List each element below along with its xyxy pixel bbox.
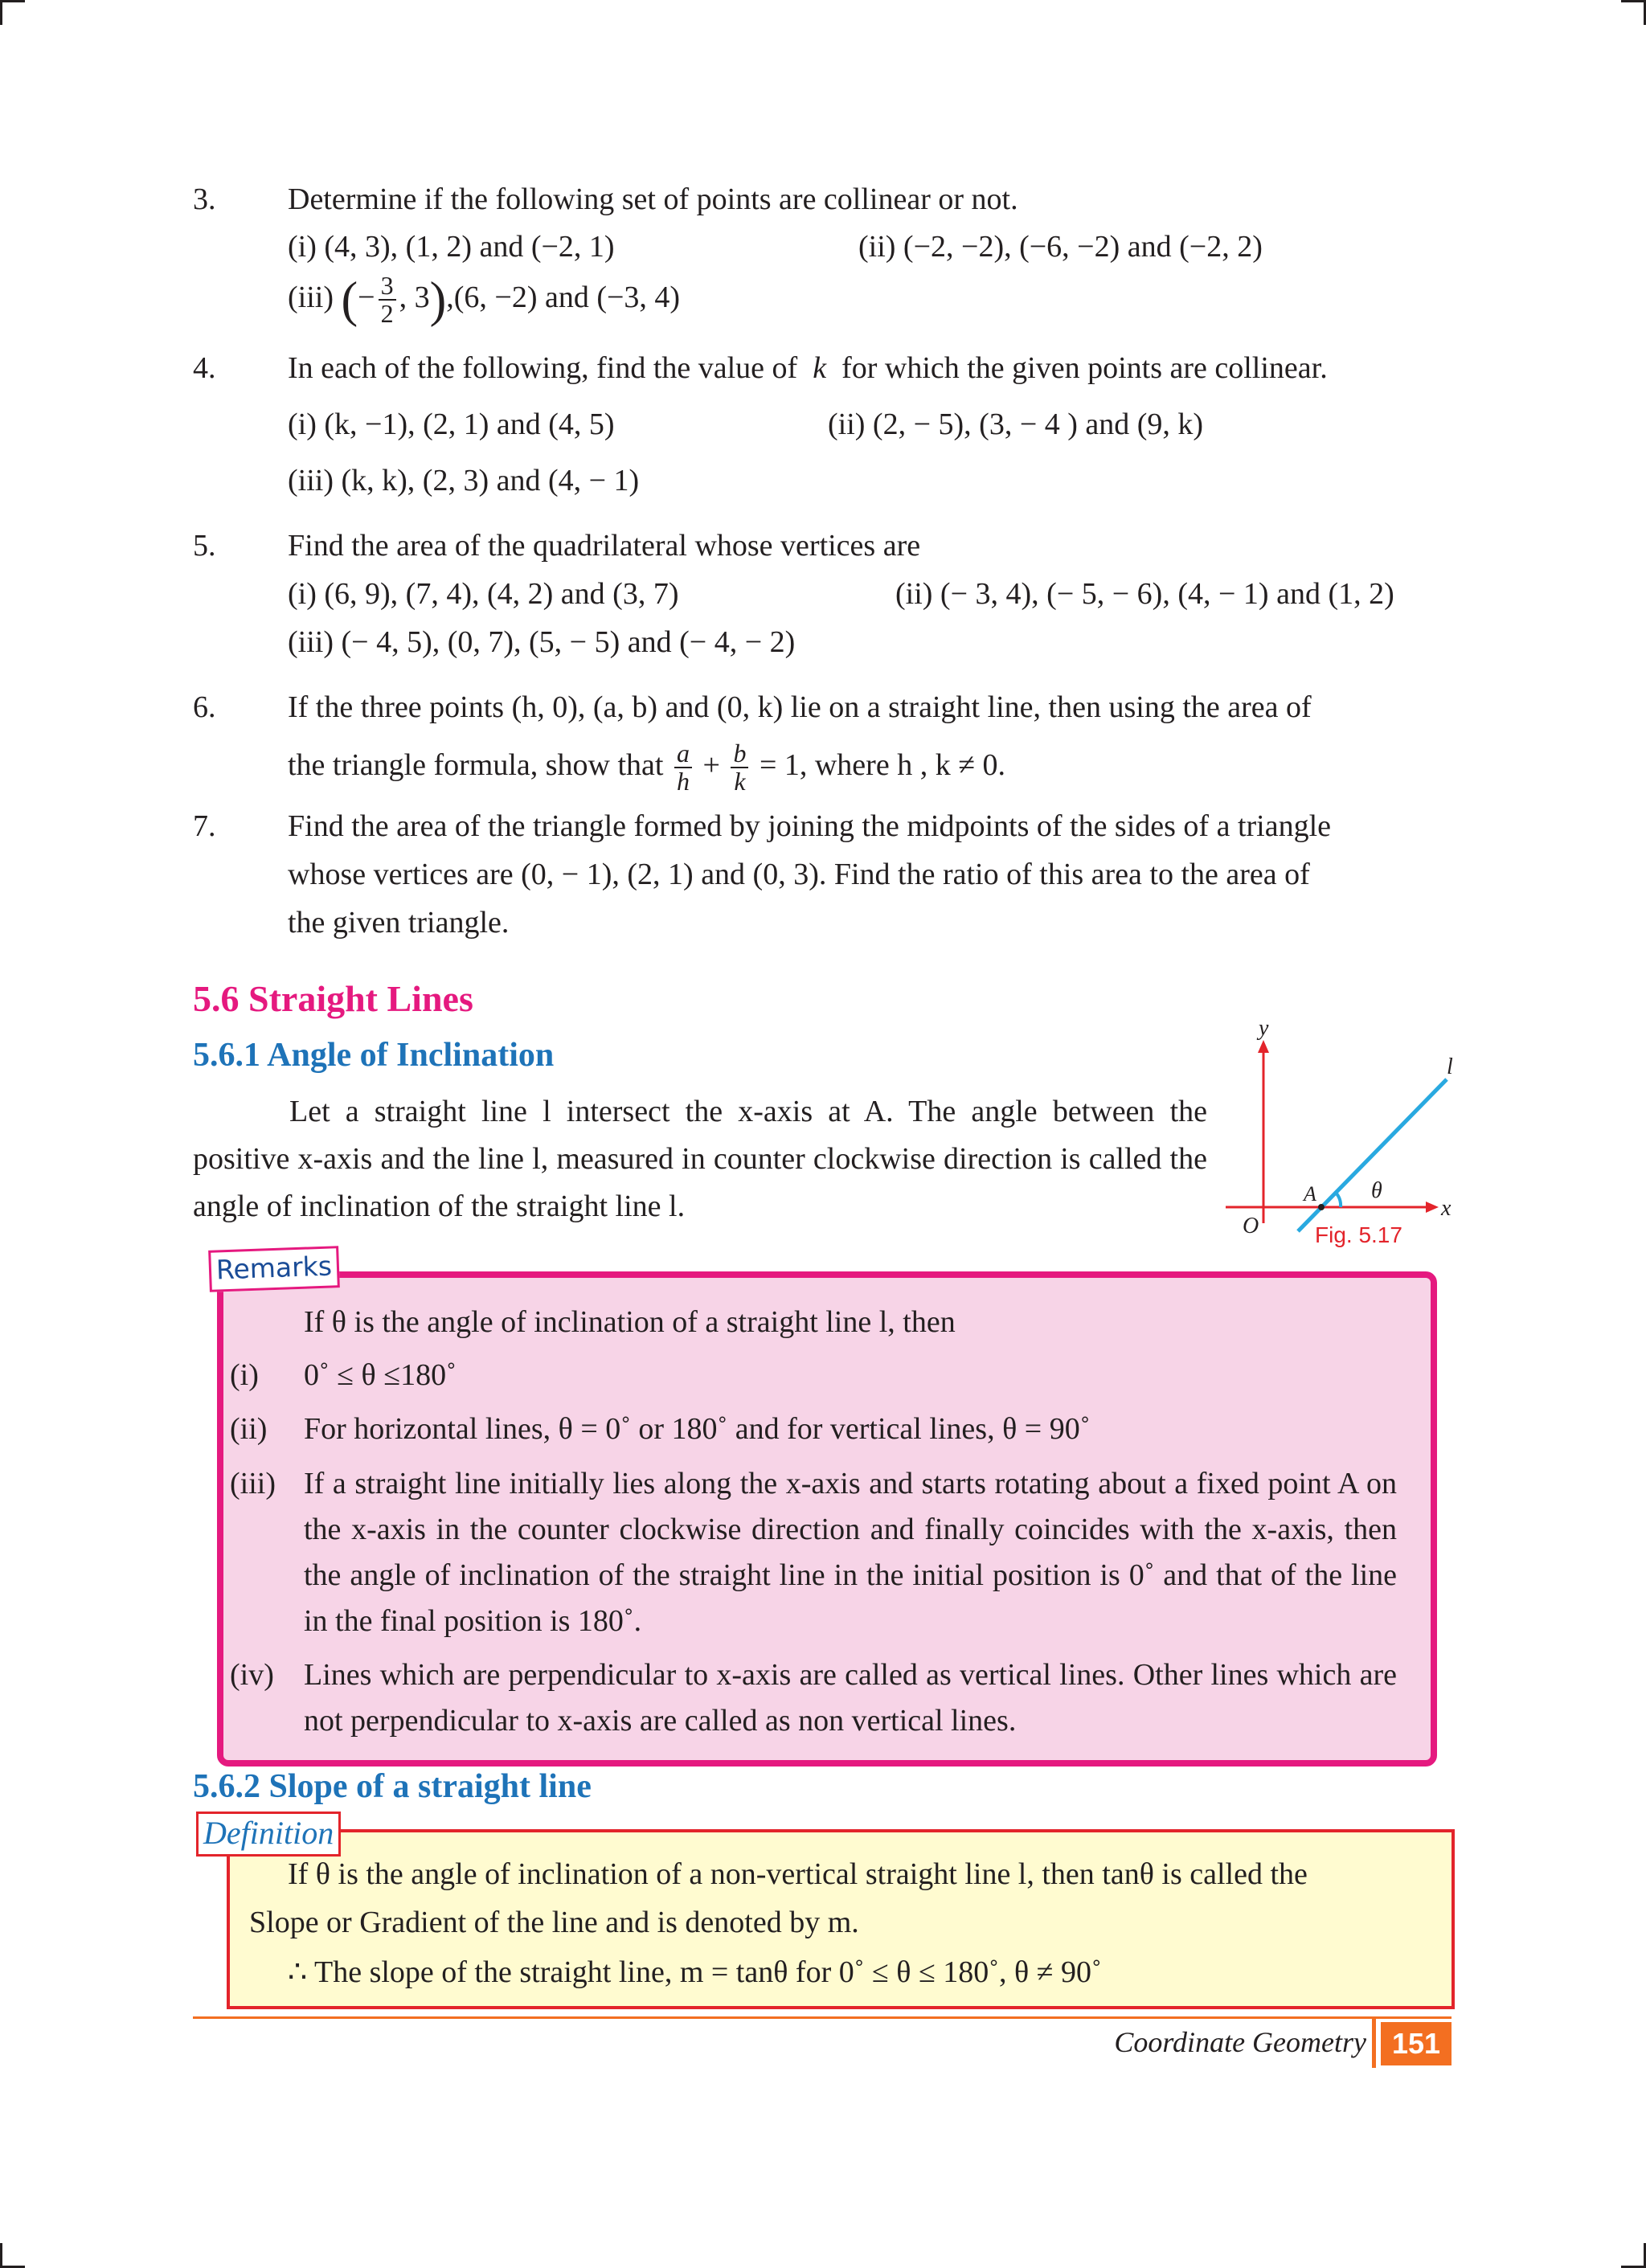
fraction-numerator: 3 — [379, 272, 396, 301]
question-5-number: 5. — [193, 529, 216, 563]
crop-mark-top-left — [0, 0, 25, 25]
fraction-denominator: k — [734, 767, 746, 796]
fraction-b-over-k — [731, 740, 748, 796]
crop-mark-top-right — [1621, 0, 1646, 25]
point-a-label: A — [1304, 1182, 1316, 1206]
angle-of-inclination-paragraph: Let a straight line l intersect the x-axis at A. The angle between the positive x-axis and the line l, measured in counter clockwise direction is called the angle of inclination of the straight line l. — [193, 1095, 1207, 1223]
line-label: l — [1447, 1054, 1453, 1079]
question-4-part-i: (i) (k, −1), (2, 1) and (4, 5) — [288, 407, 615, 441]
question-3-part-iii: (iii) (− $\frac{3}{2}$ , 3),(6, −2) and (−3, 4) — [288, 270, 681, 329]
question-6-line-2-a: the triangle formula, show that — [288, 748, 664, 782]
crop-mark-bottom-left — [0, 2243, 25, 2268]
figure-angle-of-inclination — [1214, 1013, 1455, 1254]
fraction-denominator: 2 — [380, 299, 394, 329]
fraction-numerator: b — [731, 740, 748, 769]
fraction-a-over-h — [674, 740, 692, 796]
question-4-part-iii: (iii) (k, k), (2, 3) and (4, − 1) — [288, 464, 640, 497]
question-3-stem: Determine if the following set of points are collinear or not. — [288, 182, 1018, 216]
question-3-part-i: (i) (4, 3), (1, 2) and (−2, 1) — [288, 230, 615, 264]
question-7-line-1: Find the area of the triangle formed by joining the midpoints of the sides of a triangle — [288, 809, 1332, 843]
question-7-number: 7. — [193, 809, 216, 843]
plus-sign: + — [702, 748, 720, 782]
remark-label: (i) — [230, 1358, 259, 1392]
definition-tag: Definition — [196, 1812, 341, 1857]
remark-text: If a straight line initially lies along the x-axis and starts rotating about a fixed point A on the x-axis in the counter clockwise direction and finally coincides with the x-axis, then the angle of inclination of the straight line in the initial position is 0˚ and that of the line in the final position is 180˚. — [304, 1467, 1397, 1638]
footer-chapter-title: Coordinate Geometry — [1114, 2026, 1366, 2058]
question-3-part-ii: (ii) (−2, −2), (−6, −2) and (−2, 2) — [858, 230, 1263, 264]
question-4-number: 4. — [193, 351, 216, 385]
page-number: 151 — [1381, 2022, 1452, 2065]
subsection-angle-of-inclination: 5.6.1 Angle of Inclination — [193, 1037, 555, 1074]
fraction-denominator: h — [677, 767, 690, 796]
question-6-line-1: If the three points (h, 0), (a, b) and (0, k) lie on a straight line, then using the area of — [288, 690, 1312, 724]
question-4-part-ii: (ii) (2, − 5), (3, − 4 ) and (9, k) — [828, 407, 1204, 441]
x-axis-arrow-icon — [1426, 1202, 1439, 1213]
question-4-stem-b: for which the given points are collinear. — [841, 351, 1328, 385]
question-3-part-iii-rest: ,(6, −2) and (−3, 4) — [446, 280, 681, 314]
variable-k: k — [813, 351, 827, 385]
angle-arc — [1336, 1193, 1341, 1207]
question-5-part-i: (i) (6, 9), (7, 4), (4, 2) and (3, 7) — [288, 577, 679, 611]
footer-rule — [193, 2016, 1452, 2019]
remark-text: Lines which are perpendicular to x-axis are called as vertical lines. Other lines which are not perpendicular to x-axis are called as non vertical lines. — [304, 1658, 1397, 1738]
question-4-stem — [288, 346, 1328, 391]
question-3-number: 3. — [193, 182, 216, 216]
theta-label: θ — [1371, 1178, 1382, 1203]
open-paren: ( — [341, 272, 358, 328]
subsection-slope: 5.6.2 Slope of a straight line — [193, 1768, 592, 1805]
remarks-tag: Remarks — [208, 1246, 340, 1292]
crop-mark-bottom-right — [1621, 2243, 1646, 2268]
y-axis-arrow-icon — [1258, 1040, 1269, 1053]
remark-text: For horizontal lines, θ = 0˚ or 180˚ and for vertical lines, θ = 90˚ — [304, 1412, 1091, 1446]
question-6-number: 6. — [193, 690, 216, 724]
x-axis-label: x — [1441, 1196, 1452, 1221]
definition-line-2: Slope or Gradient of the line and is denoted by m. — [249, 1906, 859, 1939]
question-6-line-2 — [288, 727, 1005, 804]
question-5-part-iii: (iii) (− 4, 5), (0, 7), (5, − 5) and (− 4, − 2) — [288, 625, 796, 659]
question-3-part-iii-label: (iii) — [288, 280, 334, 314]
definition-line-1: If θ is the angle of inclination of a non-vertical straight line l, then tanθ is called the — [288, 1857, 1308, 1891]
remark-label: (iv) — [230, 1658, 274, 1692]
definition-line-3: ∴ The slope of the straight line, m = tanθ for 0˚ ≤ θ ≤ 180˚, θ ≠ 90˚ — [288, 1955, 1102, 1989]
y-axis-label: y — [1259, 1016, 1269, 1041]
remarks-intro: If θ is the angle of inclination of a straight line l, then — [304, 1305, 956, 1339]
question-4-stem-a: In each of the following, find the value of — [288, 351, 798, 385]
remark-label: (iii) — [230, 1467, 276, 1500]
question-7-line-3: the given triangle. — [288, 906, 510, 940]
remark-label: (ii) — [230, 1412, 268, 1446]
point-a — [1318, 1204, 1325, 1210]
origin-label: O — [1243, 1214, 1259, 1238]
fraction-numerator: a — [674, 740, 692, 769]
footer-divider — [1372, 2016, 1376, 2068]
question-6-line-2-b: = 1, where h , k ≠ 0. — [759, 748, 1006, 782]
figure-caption: Fig. 5.17 — [1315, 1222, 1402, 1247]
remark-text: 0˚ ≤ θ ≤180˚ — [304, 1358, 457, 1392]
section-title: 5.6 Straight Lines — [193, 978, 473, 1019]
question-5-stem: Find the area of the quadrilateral whose vertices are — [288, 529, 921, 563]
fraction-three-halves — [379, 272, 396, 328]
close-paren: ) — [429, 272, 447, 328]
question-5-part-ii: (ii) (− 3, 4), (− 5, − 6), (4, − 1) and (1, 2) — [895, 577, 1394, 611]
question-7-line-2: whose vertices are (0, − 1), (2, 1) and (0, 3). Find the ratio of this area to the area of — [288, 858, 1310, 891]
